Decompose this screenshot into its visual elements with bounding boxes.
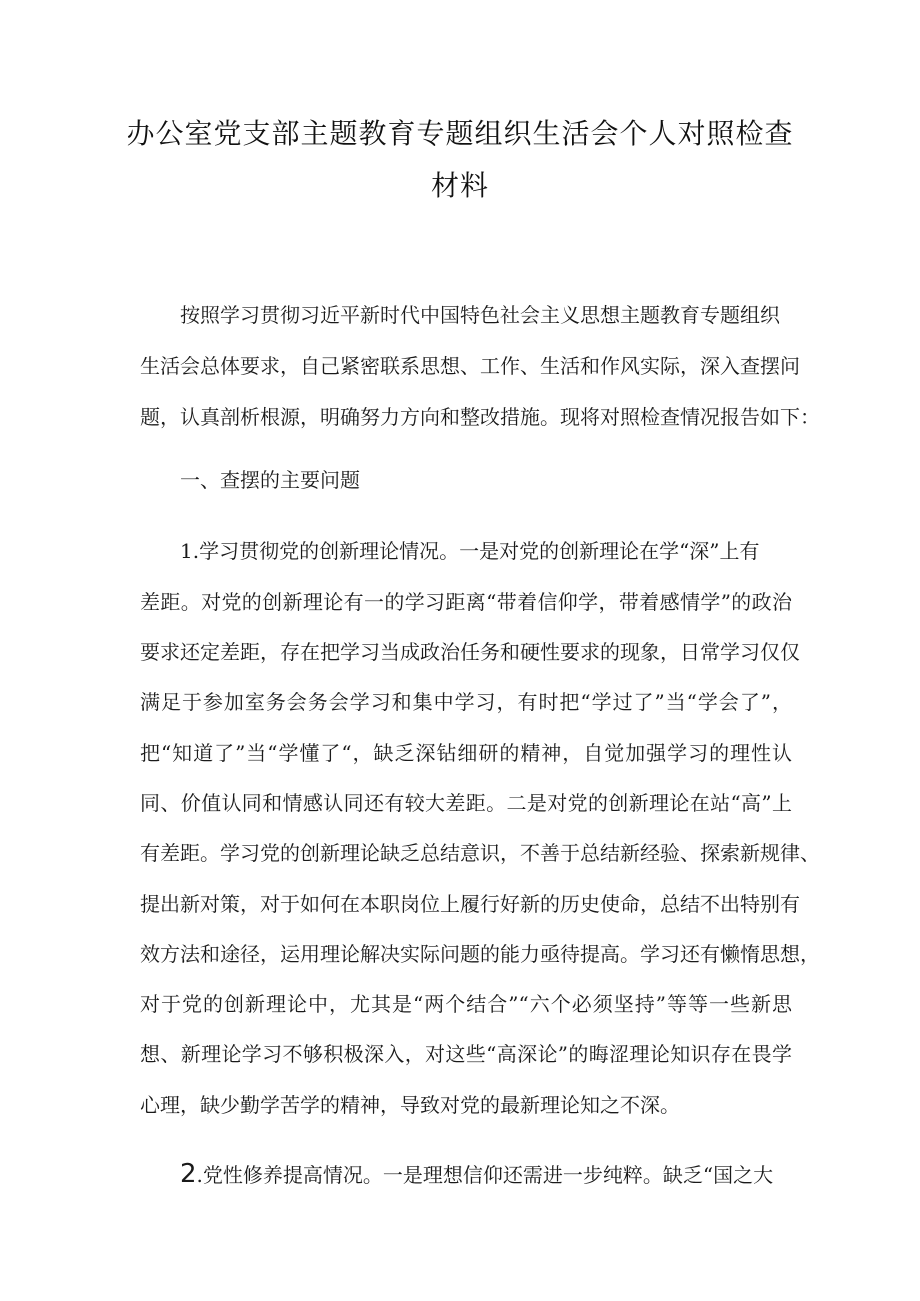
section-heading: 一、查摆的主要问题 [180,468,360,492]
item1-line-2: 差距。对党的创新理论有一的学习距离“带着信仰学，带着感情学”的政治 [140,590,792,614]
item2-text: .党性修养提高情况。一是理想信仰还需进一步纯粹。缺乏“国之大 [196,1163,774,1187]
item1-line-11: 想、新理论学习不够积极深入，对这些“高深论”的晦涩理论知识存在畏学 [140,1042,792,1066]
document-title-line-1: 办公室党支部主题教育专题组织生活会个人对照检查 [126,117,794,150]
item1-line-7: 有差距。学习党的创新理论缺乏总结意识，不善于总结新经验、探索新规律、 [140,841,820,865]
intro-line-3: 题，认真剖析根源，明确努力方向和整改措施。现将对照检查情况报告如下： [140,405,820,429]
item1-line-1: 1.学习贯彻党的创新理论情况。一是对党的创新理论在学“深”上有 [180,539,760,563]
item1-line-5: 把“知道了”当“学懂了“，缺乏深钻细研的精神，自觉加强学习的理性认 [140,741,792,765]
item1-line-8: 提出新对策，对于如何在本职岗位上履行好新的历史使命，总结不出特别有 [140,892,800,916]
item1-line-12: 心理，缺少勤学苦学的精神，导致对党的最新理论知之不深。 [140,1093,680,1117]
item2-line-1 [180,1159,774,1189]
intro-line-2: 生活会总体要求，自己紧密联系思想、工作、生活和作风实际，深入查摆问 [140,354,800,378]
item1-line-4: 满足于参加室务会务会学习和集中学习，有时把“学过了”当“学会了”， [140,690,792,714]
item2-number: 2 [180,1159,197,1189]
intro-line-1: 按照学习贯彻习近平新时代中国特色社会主义思想主题教育专题组织 [180,303,780,327]
document-title-line-2: 材料 [430,169,489,202]
item1-line-3: 要求还定差距，存在把学习当成政治任务和硬性要求的现象，日常学习仅仅 [140,640,800,664]
item1-line-6: 同、价值认同和情感认同还有较大差距。二是对党的创新理论在站“高”上 [140,791,792,815]
item1-line-9: 效方法和途径，运用理论解决实际问题的能力亟待提高。学习还有懒惰思想， [140,942,820,966]
item1-line-10: 对于党的创新理论中，尤其是“两个结合”“六个必须坚持”等等一些新思 [140,992,792,1016]
